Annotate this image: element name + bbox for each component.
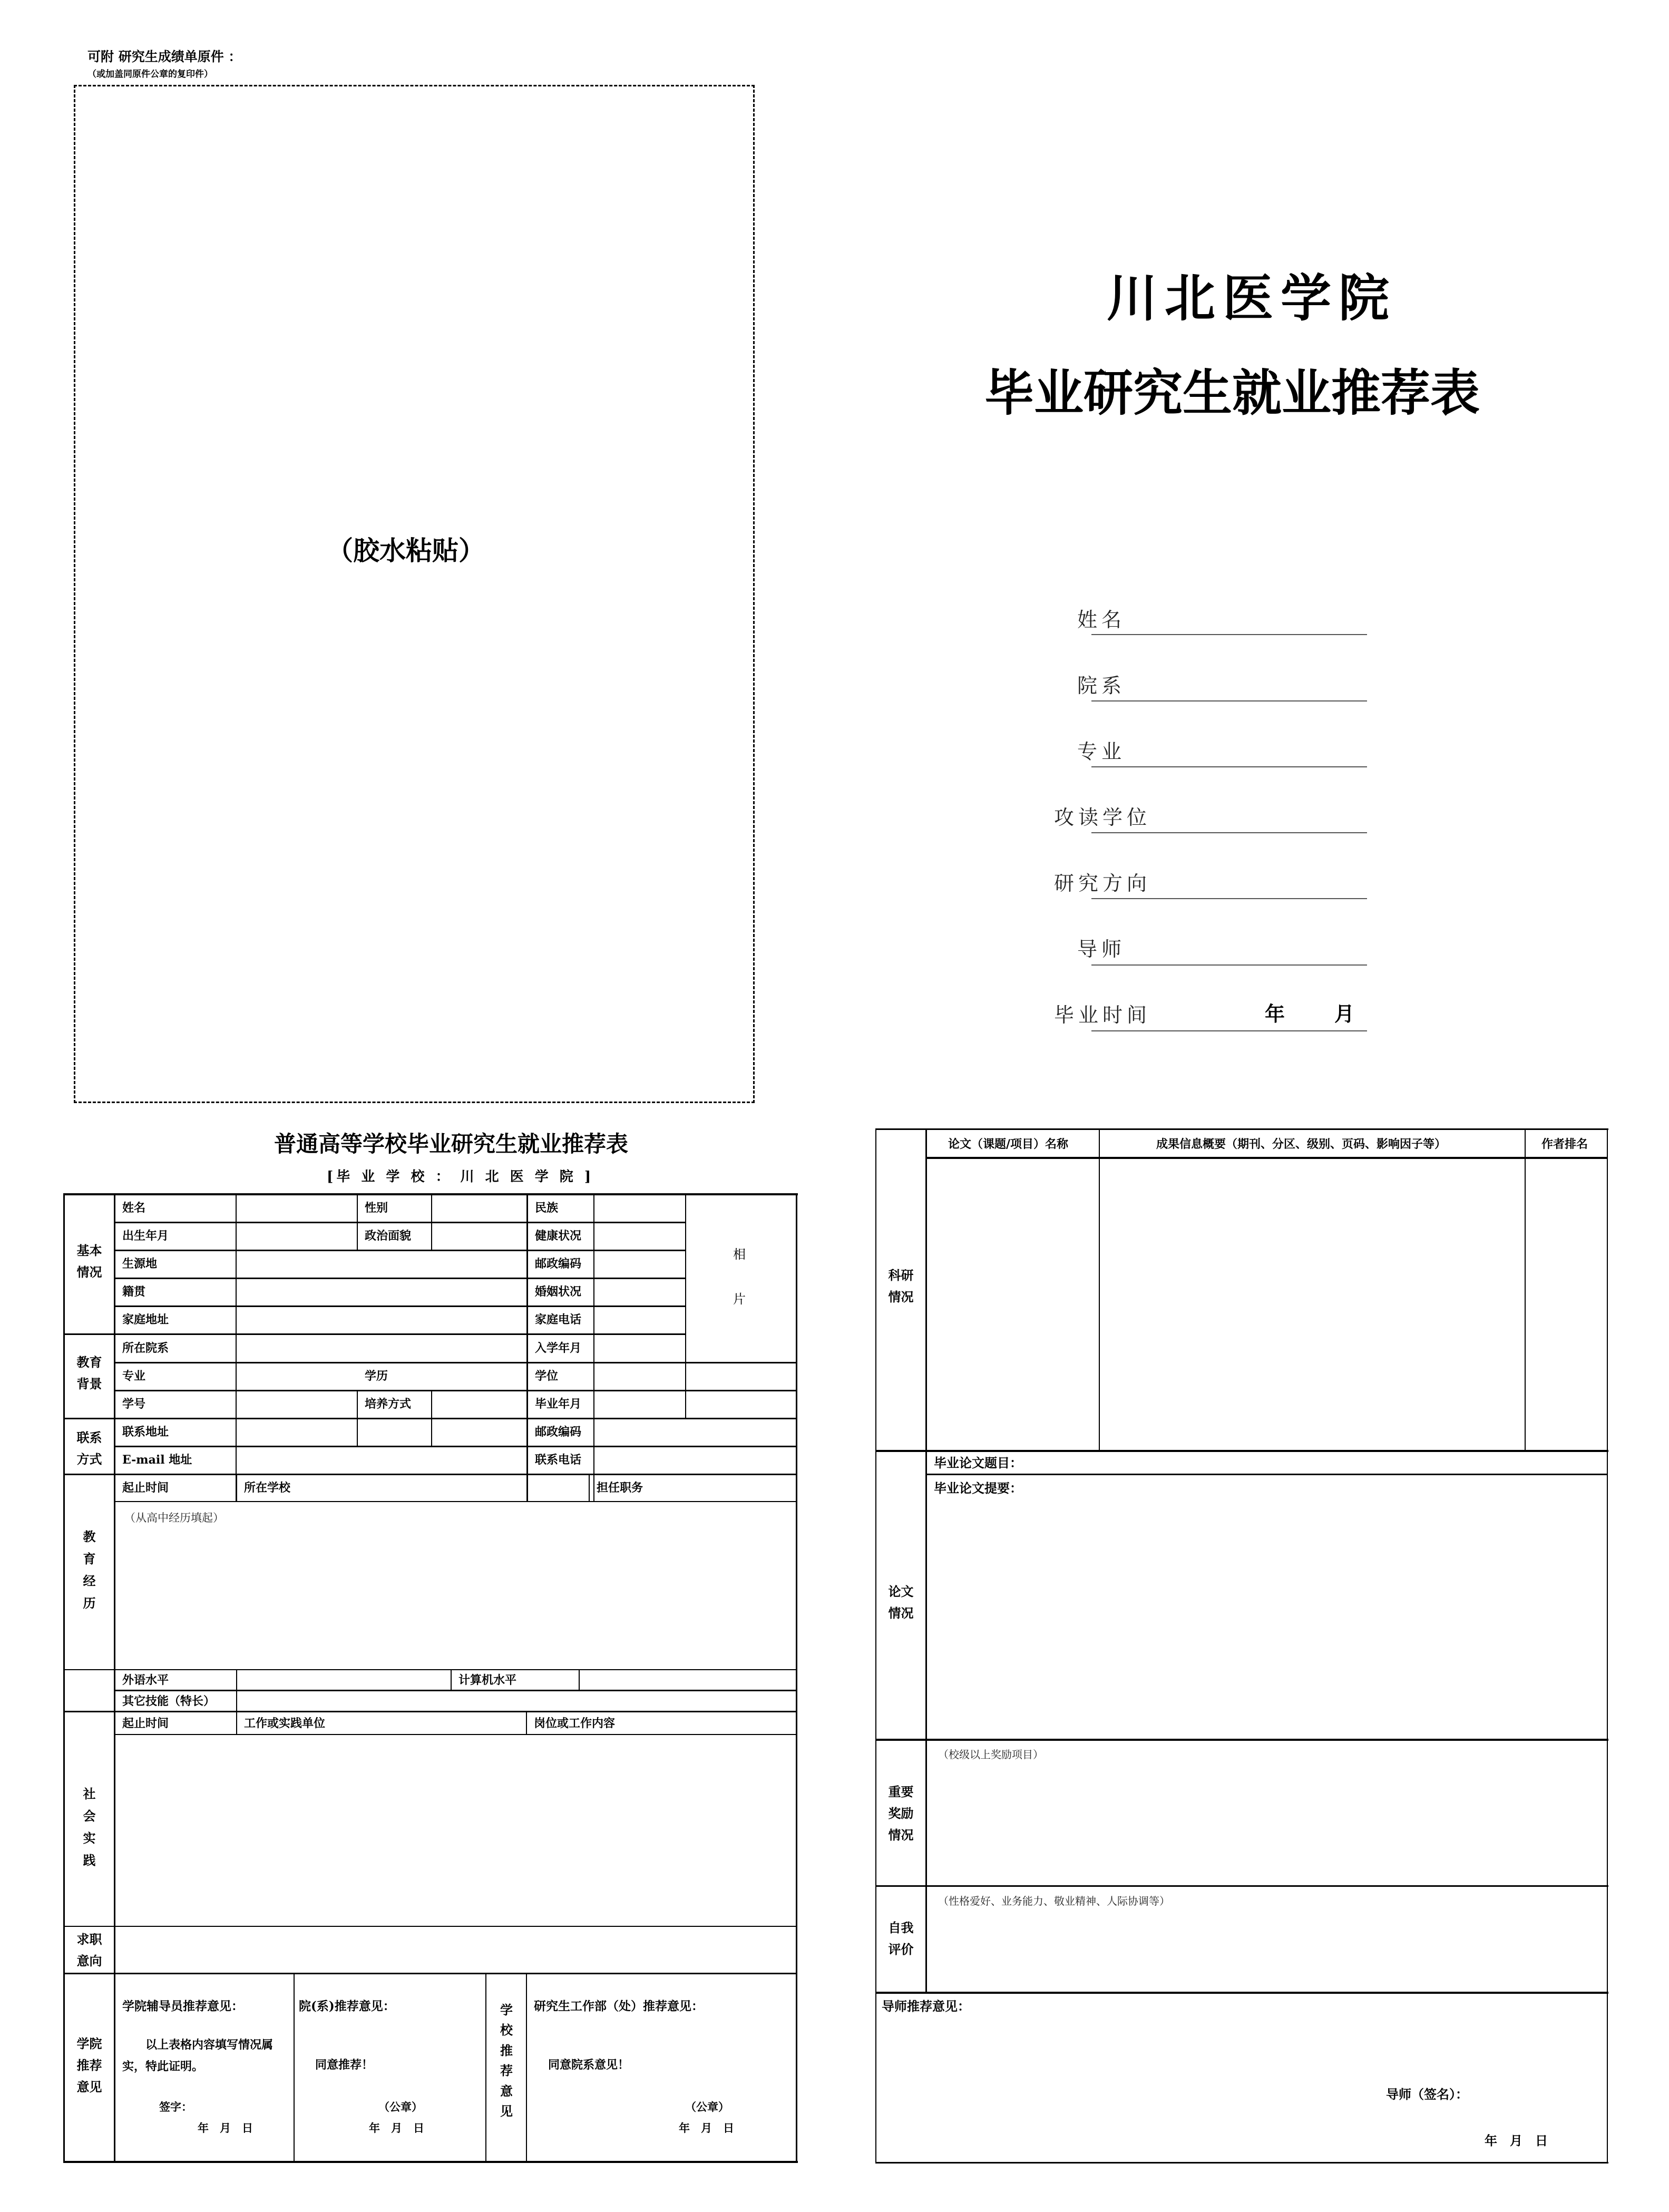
cover-label-department: 院系 [1077, 674, 1126, 697]
cover-grad-month: 月 [1334, 1002, 1355, 1026]
label-contact-phone: 联系电话 [535, 1453, 582, 1467]
thesis-summary-input[interactable] [927, 1476, 1607, 1739]
section-school-recommendation: 学校推荐意见 [500, 2002, 513, 2119]
label-health: 健康状况 [535, 1229, 582, 1243]
label-grad-date: 毕业年月 [535, 1397, 582, 1411]
label-student-number: 学号 [122, 1397, 146, 1411]
section-job-intent: 求职意向 [76, 1932, 102, 1969]
label-training-mode: 培养方式 [365, 1397, 412, 1411]
label-major: 专业 [122, 1369, 146, 1383]
cover-title: 毕业研究生就业推荐表 [984, 364, 1480, 422]
research-header-author-rank: 作者排名 [1541, 1137, 1588, 1151]
cover-label-advisor: 导师 [1077, 938, 1126, 961]
cover-school-name: 川北医学院 [1107, 268, 1397, 328]
label-contact-postcode: 邮政编码 [535, 1425, 582, 1439]
photo-label-1: 相 [733, 1247, 746, 1262]
label-edu-period: 起止时间 [122, 1481, 169, 1495]
label-home-address: 家庭地址 [122, 1313, 169, 1327]
attachment-note-subtitle: （或加盖同原件公章的复印件） [87, 69, 213, 80]
label-practice-content: 岗位或工作内容 [534, 1717, 616, 1730]
section-college-recommendation: 学院推荐意见 [76, 2036, 102, 2094]
counselor-date: 年 月 日 [198, 2121, 253, 2135]
grad-office-date: 年 月 日 [679, 2121, 734, 2135]
research-summary-input[interactable] [1100, 1159, 1525, 1450]
grad-office-rec-title: 研究生工作部（处）推荐意见： [534, 1999, 704, 2013]
cover-label-major: 专业 [1077, 740, 1126, 763]
counselor-sign-label: 签字： [159, 2100, 192, 2113]
photo-label-2: 片 [733, 1292, 746, 1307]
section-social-practice: 社会实践 [83, 1786, 96, 1868]
cover-label-name: 姓名 [1077, 608, 1126, 631]
cover-field-name[interactable] [1091, 634, 1367, 635]
section-self-evaluation: 自我评价 [888, 1920, 914, 1957]
label-edu-role: 担任职务 [597, 1481, 643, 1495]
section-contact: 联系方式 [76, 1430, 102, 1467]
dept-seal: （公章） [378, 2100, 423, 2113]
section-thesis: 论文情况 [888, 1584, 914, 1621]
label-computer-level: 计算机水平 [458, 1673, 517, 1687]
advisor-sign-label: 导师（签名）： [1386, 2087, 1468, 2102]
self-evaluation-input[interactable] [927, 1887, 1607, 1992]
research-title-input[interactable] [927, 1159, 1099, 1450]
glue-label: （胶水粘贴） [327, 535, 485, 566]
label-origin: 生源地 [122, 1257, 158, 1271]
label-foreign-language: 外语水平 [122, 1673, 169, 1687]
awards-input[interactable] [927, 1741, 1607, 1885]
label-home-phone: 家庭电话 [535, 1313, 582, 1327]
grad-office-seal: （公章） [685, 2100, 729, 2113]
label-contact-address: 联系地址 [122, 1425, 169, 1439]
research-header-summary: 成果信息概要（期刊、分区、级别、页码、影响因子等） [1156, 1137, 1447, 1151]
label-marital: 婚姻状况 [535, 1285, 582, 1299]
section-research: 科研情况 [888, 1268, 914, 1304]
label-practice-unit: 工作或实践单位 [244, 1717, 326, 1730]
advisor-rec-title: 导师推荐意见： [882, 1999, 970, 2014]
label-email: E-mail 地址 [122, 1453, 192, 1467]
label-gender: 性别 [365, 1201, 388, 1215]
dept-rec-text: 同意推荐！ [315, 2058, 374, 2072]
cover-field-grad-time[interactable] [1091, 1030, 1367, 1031]
advisor-rec-input[interactable] [876, 2024, 1607, 2129]
cover-field-degree[interactable] [1091, 832, 1367, 833]
cover-field-advisor[interactable] [1091, 964, 1367, 966]
grad-office-rec-text: 同意院系意见！ [548, 2058, 630, 2072]
thesis-title-label: 毕业论文题目： [934, 1455, 1022, 1470]
label-postcode: 邮政编码 [535, 1257, 582, 1271]
cover-grad-year: 年 [1265, 1002, 1285, 1026]
cover-field-major[interactable] [1091, 766, 1367, 767]
glue-area [74, 85, 755, 1103]
label-native-place: 籍贯 [122, 1285, 146, 1299]
attachment-note-title: 可附 研究生成绩单原件 ： [87, 49, 242, 64]
label-political: 政治面貌 [365, 1229, 412, 1243]
form1-title: 普通高等学校毕业研究生就业推荐表 [274, 1131, 629, 1157]
social-practice-input[interactable] [115, 1736, 796, 1926]
research-header-title: 论文（课题/项目）名称 [948, 1137, 1069, 1151]
section-awards: 重要奖励情况 [888, 1784, 914, 1843]
cover-label-grad-time: 毕业时间 [1054, 1003, 1151, 1027]
section-education-history: 教育经历 [83, 1529, 96, 1611]
edu-history-input[interactable] [115, 1503, 796, 1669]
research-author-rank-input[interactable] [1526, 1159, 1607, 1450]
label-practice-period: 起止时间 [122, 1717, 169, 1730]
counselor-rec-title: 学院辅导员推荐意见： [122, 1999, 243, 2013]
label-name: 姓名 [122, 1201, 146, 1215]
label-birth: 出生年月 [122, 1229, 169, 1243]
section-basic-info: 基本情况 [76, 1243, 102, 1280]
label-department: 所在院系 [122, 1341, 169, 1355]
thesis-summary-label: 毕业论文提要： [934, 1480, 1022, 1496]
cover-label-degree: 攻读学位 [1054, 806, 1151, 829]
label-enroll-date: 入学年月 [535, 1341, 582, 1355]
label-education-level: 学历 [365, 1369, 388, 1383]
form1-subtitle: [毕 业 学 校 ： 川 北 医 学 院 ] [327, 1169, 594, 1185]
self-evaluation-hint: （性格爱好、业务能力、敬业精神、人际协调等） [938, 1895, 1170, 1907]
awards-hint: （校级以上奖励项目） [938, 1748, 1043, 1761]
label-ethnicity: 民族 [535, 1201, 559, 1215]
advisor-date: 年 月 日 [1485, 2133, 1548, 2148]
label-degree: 学位 [535, 1369, 559, 1383]
cover-field-department[interactable] [1091, 700, 1367, 701]
edu-history-hint: （从高中经历填起） [124, 1512, 224, 1524]
job-intent-input[interactable] [115, 1927, 796, 1973]
section-education-background: 教育背景 [76, 1355, 102, 1391]
label-edu-school: 所在学校 [244, 1481, 291, 1495]
dept-rec-title: 院(系)推荐意见： [299, 1999, 395, 2013]
dept-date: 年 月 日 [369, 2121, 424, 2135]
cover-label-research-direction: 研究方向 [1054, 872, 1151, 895]
photo-box[interactable] [686, 1195, 796, 1418]
cover-field-research-direction[interactable] [1091, 898, 1367, 899]
counselor-rec-text: 以上表格内容填写情况属实，特此证明。 [122, 2038, 274, 2073]
label-other-skills: 其它技能（特长） [122, 1694, 216, 1708]
